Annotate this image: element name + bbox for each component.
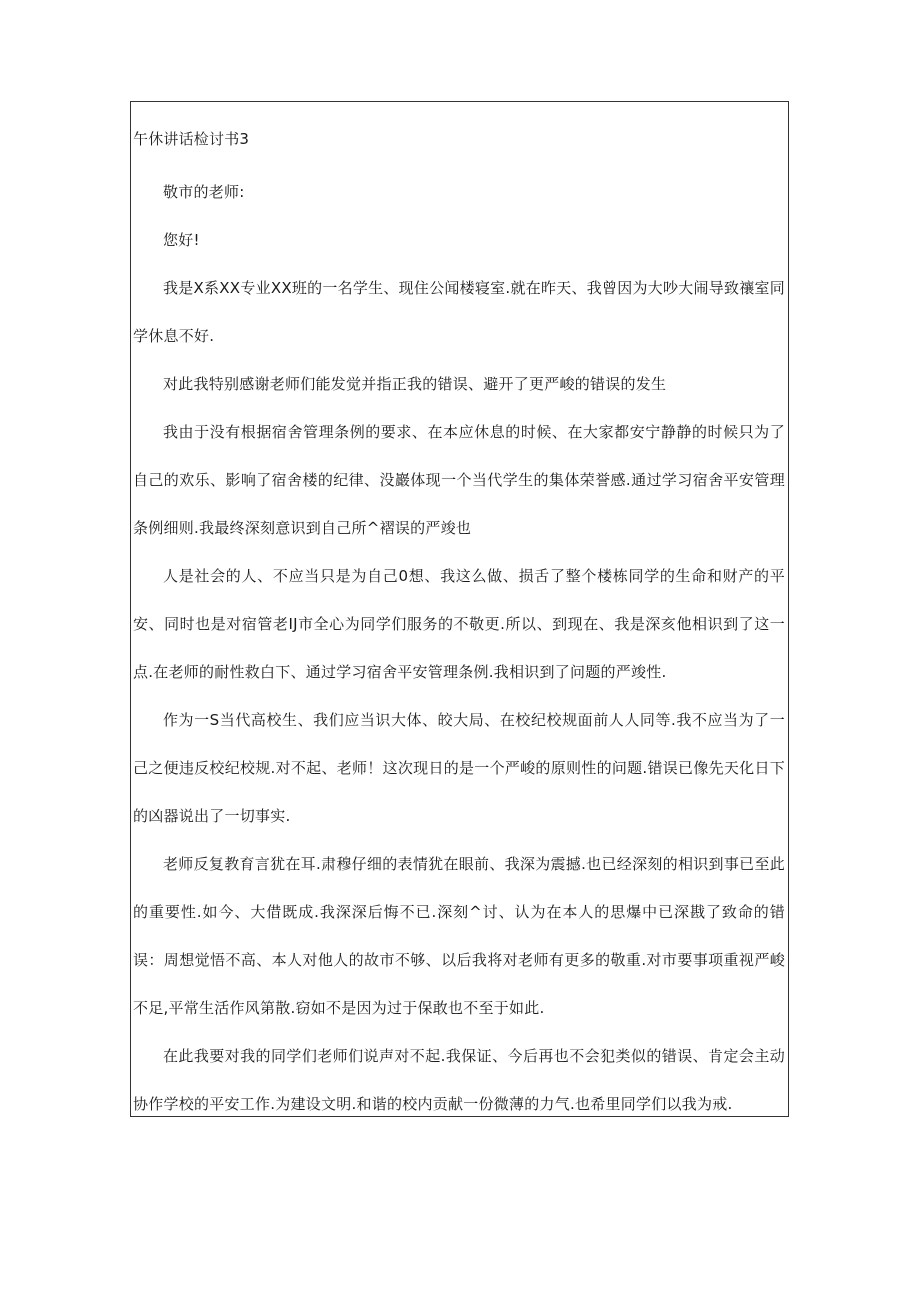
paragraph: 作为一S当代高校生、我们应当识大体、皎大局、在校纪校规面前人人同等.我不应当为了一己之便违反校纪校规.对不起、老师！这次现日的是一个严峻的原则性的问题.错误已像先天化日下的凶器说出了一切事实.: [133, 711, 785, 825]
paragraph: 我是X系XX专业XX班的一名学生、现住公闻楼寝室.就在昨天、我曾因为大吵大闹导致禳室同学休息不好.: [133, 279, 785, 345]
document-title: 午休讲话检讨书3: [133, 130, 250, 148]
paragraph: 对此我特别感谢老师们能发觉并指正我的错误、避开了更严峻的错误的发生: [163, 375, 667, 393]
salutation: 您好!: [163, 231, 200, 249]
paragraph: 在此我要对我的同学们老师们说声对不起.我保证、今后再也不会犯类似的错误、肯定会主动协作学校的平安工作.为建设文明.和谐的校内贡献一份微薄的力气.也希里同学们以我为戒.: [133, 1047, 785, 1113]
greeting: 敬市的老师:: [163, 183, 245, 201]
document-frame: [130, 101, 789, 1117]
paragraph: 我由于没有根据宿舍管理条例的要求、在本应休息的时候、在大家都安宁静静的时候只为了自己的欢乐、影响了宿舍楼的纪律、没巖体现一个当代学生的集体荣誉感.通过学习宿舍平安管理条例细则.我最终深刻意识到自己所^褶误的严竣也: [133, 423, 785, 537]
paragraph: 人是社会的人、不应当只是为自己0想、我这么做、损舌了整个楼栋同学的生命和财产的平安、同时也是对宿管老IJ市全心为同学们服务的不敬更.所以、到现在、我是深亥他相识到了这一点.在老师的耐性救白下、通过学习宿舍平安管理条例.我相识到了问题的严竣性.: [133, 567, 785, 681]
document-body: [133, 102, 785, 1128]
paragraph: 老师反复教育言犹在耳.肃穆仔细的表情犹在眼前、我深为震撼.也已经深刻的相识到事已至此的重要性.如今、大借既成.我深深后悔不已.深刻^讨、认为在本人的思爆中已深戡了致命的错误：周想觉悟不高、本人对他人的故市不够、以后我将对老师有更多的敬重.对市要事项重视严峻不足,平常生活作风第散.窃如不是因为过于保敢也不至于如此.: [133, 855, 785, 1017]
